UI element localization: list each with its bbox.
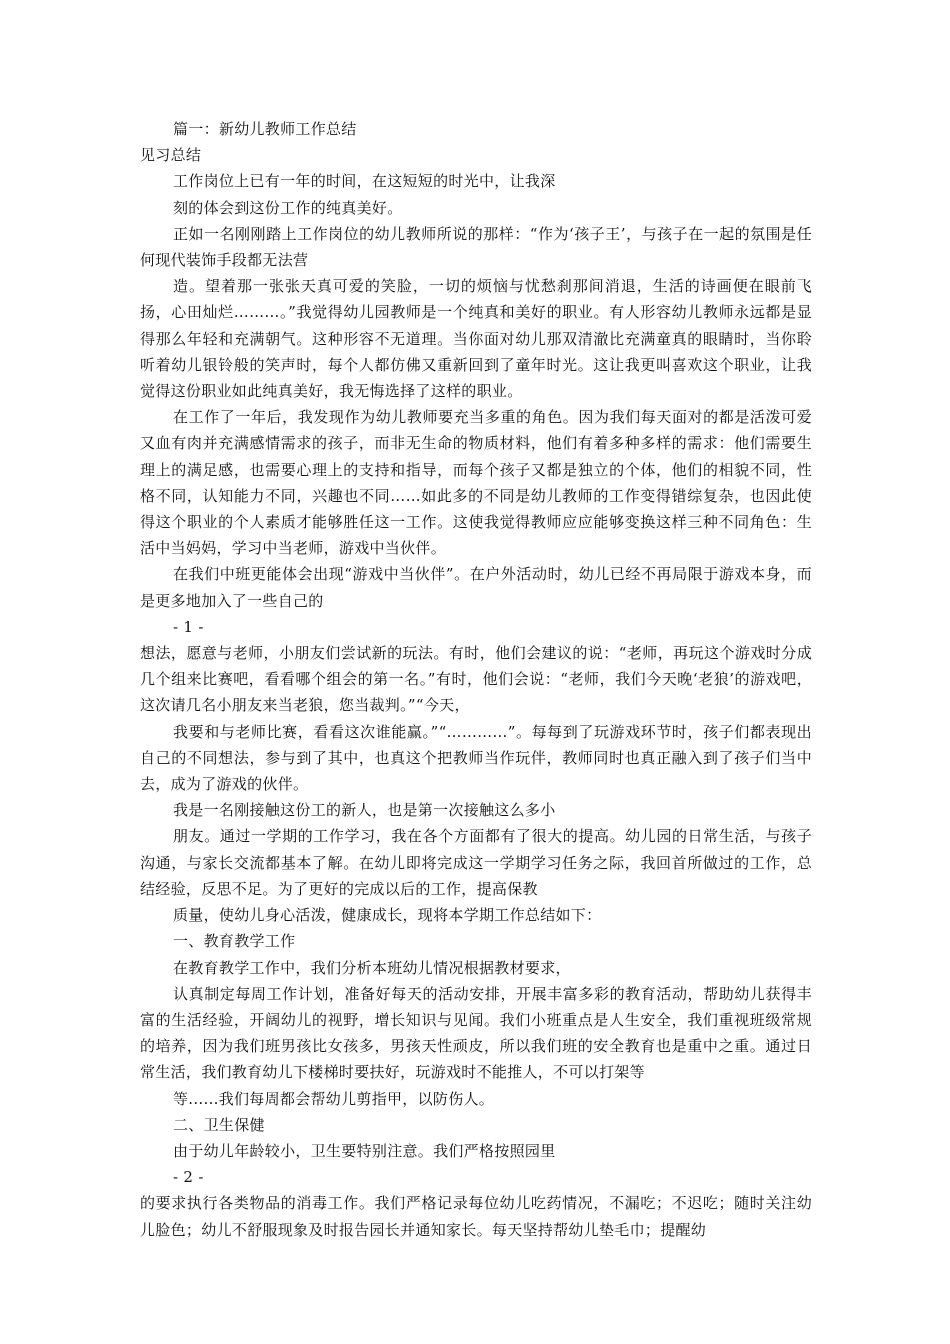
paragraph: 朋友。通过一学期的工作学习，我在各个方面都有了很大的提高。幼儿园的日常生活，与孩子沟通，与家长交流都基本了解。在幼儿即将完成这一学期学习任务之际，我回首所做过的工作，总结经验，反思不足。为了更好的完成以后的工作，提高保教 bbox=[140, 827, 812, 898]
section-heading: 一、教育教学工作 bbox=[173, 932, 296, 951]
paragraph: 等......我们每周都会帮幼儿剪指甲，以防伤人。 bbox=[173, 1089, 495, 1108]
paragraph: 认真制定每周工作计划，准备好每天的活动安排，开展丰富多彩的教育活动，帮助幼儿获得丰富的生活经验，开阔幼儿的视野，增长知识与见闻。我们小班重点是人生安全，我们重视班级常规的培养，因为我们班男孩比女孩多，男孩天性顽皮，所以我们班的安全教育也是重中之重。通过日常生活，我们教育幼儿下楼梯时要扶好，玩游戏时不能推人，不可以打架等 bbox=[140, 984, 812, 1082]
paragraph: 在我们中班更能体会出现“游戏中当伙伴”。在户外活动时，幼儿已经不再局限于游戏本身，而是更多地加入了一些自己的 bbox=[140, 565, 812, 610]
paragraph: 质量，使幼儿身心活泼，健康成长，现将本学期工作总结如下： bbox=[173, 906, 602, 925]
paragraph: 的要求执行各类物品的消毒工作。我们严格记录每位幼儿吃药情况，不漏吃；不迟吃；随时关注幼儿脸色；幼儿不舒服现象及时报告园长并通知家长。每天坚持帮幼儿垫毛巾；提醒幼 bbox=[140, 1194, 812, 1239]
paragraph: 想法，愿意与老师，小朋友们尝试新的玩法。有时，他们会建议的说：“老师，再玩这个游戏时分成几个组来比赛吧，看看哪个组会的第一名。”有时，他们会说：“老师，我们今天晚‘老狼’的游戏吧，这次请几名小朋友来当老狼，您当裁判。”“今天， bbox=[140, 644, 812, 715]
section-heading: 二、卫生保健 bbox=[173, 1115, 265, 1134]
paragraph: 造。望着那一张张天真可爱的笑脸，一切的烦恼与忧愁刹那间消退，生活的诗画便在眼前飞扬，心田灿烂………。”我觉得幼儿园教师是一个纯真和美好的职业。有人形容幼儿教师永远都是显得那么年轻和充满朝气。这种形容不无道理。当你面对幼儿那双清澈比充满童真的眼睛时，当你聆听着幼儿银铃般的笑声时，每个人都仿佛又重新回到了童年时光。这让我更叫喜欢这个职业，让我觉得这份职业如此纯真美好，我无悔选择了这样的职业。 bbox=[140, 277, 812, 401]
subtitle-line: 见习总结 bbox=[140, 146, 202, 165]
paragraph: 刻的体会到这份工作的纯真美好。 bbox=[173, 198, 403, 217]
document-body bbox=[140, 116, 812, 1243]
paragraph: 工作岗位上已有一年的时间，在这短短的时光中，让我深 bbox=[173, 172, 556, 191]
paragraph: 我是一名刚接触这份工的新人，也是第一次接触这么多小 bbox=[173, 801, 556, 820]
title-line: 篇一：新幼儿教师工作总结 bbox=[173, 120, 357, 138]
page-number: - 1 - bbox=[173, 617, 204, 636]
paragraph: 由于幼儿年龄较小，卫生要特别注意。我们严格按照园里 bbox=[173, 1141, 556, 1160]
paragraph: 在教育教学工作中，我们分析本班幼儿情况根据教材要求， bbox=[173, 958, 571, 977]
paragraph: 正如一名刚刚踏上工作岗位的幼儿教师所说的那样：“作为‘孩子王’，与孩子在一起的氛围是任何现代装饰手段都无法营 bbox=[140, 224, 812, 270]
paragraph: 在工作了一年后，我发现作为幼儿教师要充当多重的角色。因为我们每天面对的都是活泼可爱又血有肉并充满感情需求的孩子，而非无生命的物质材料，他们有着多种多样的需求：他们需要生理上的满足感，也需要心理上的支持和指导，而每个孩子又都是独立的个体，他们的相貌不同，性格不同，认知能力不同，兴趣也不同……如此多的不同是幼儿教师的工作变得错综复杂，也因此使得这个职业的个人素质才能够胜任这一工作。这使我觉得教师应应能够变换这样三种不同角色：生活中当妈妈，学习中当老师，游戏中当伙伴。 bbox=[140, 408, 812, 558]
page-number: - 2 - bbox=[173, 1168, 204, 1187]
paragraph: 我要和与老师比赛，看看这次谁能赢。”“…………”。每每到了玩游戏环节时，孩子们都表现出自己的不同想法，参与到了其中，也真这个把教师当作玩伴，教师同时也真正融入到了孩子们当中去，成为了游戏的伙伴。 bbox=[140, 722, 812, 794]
